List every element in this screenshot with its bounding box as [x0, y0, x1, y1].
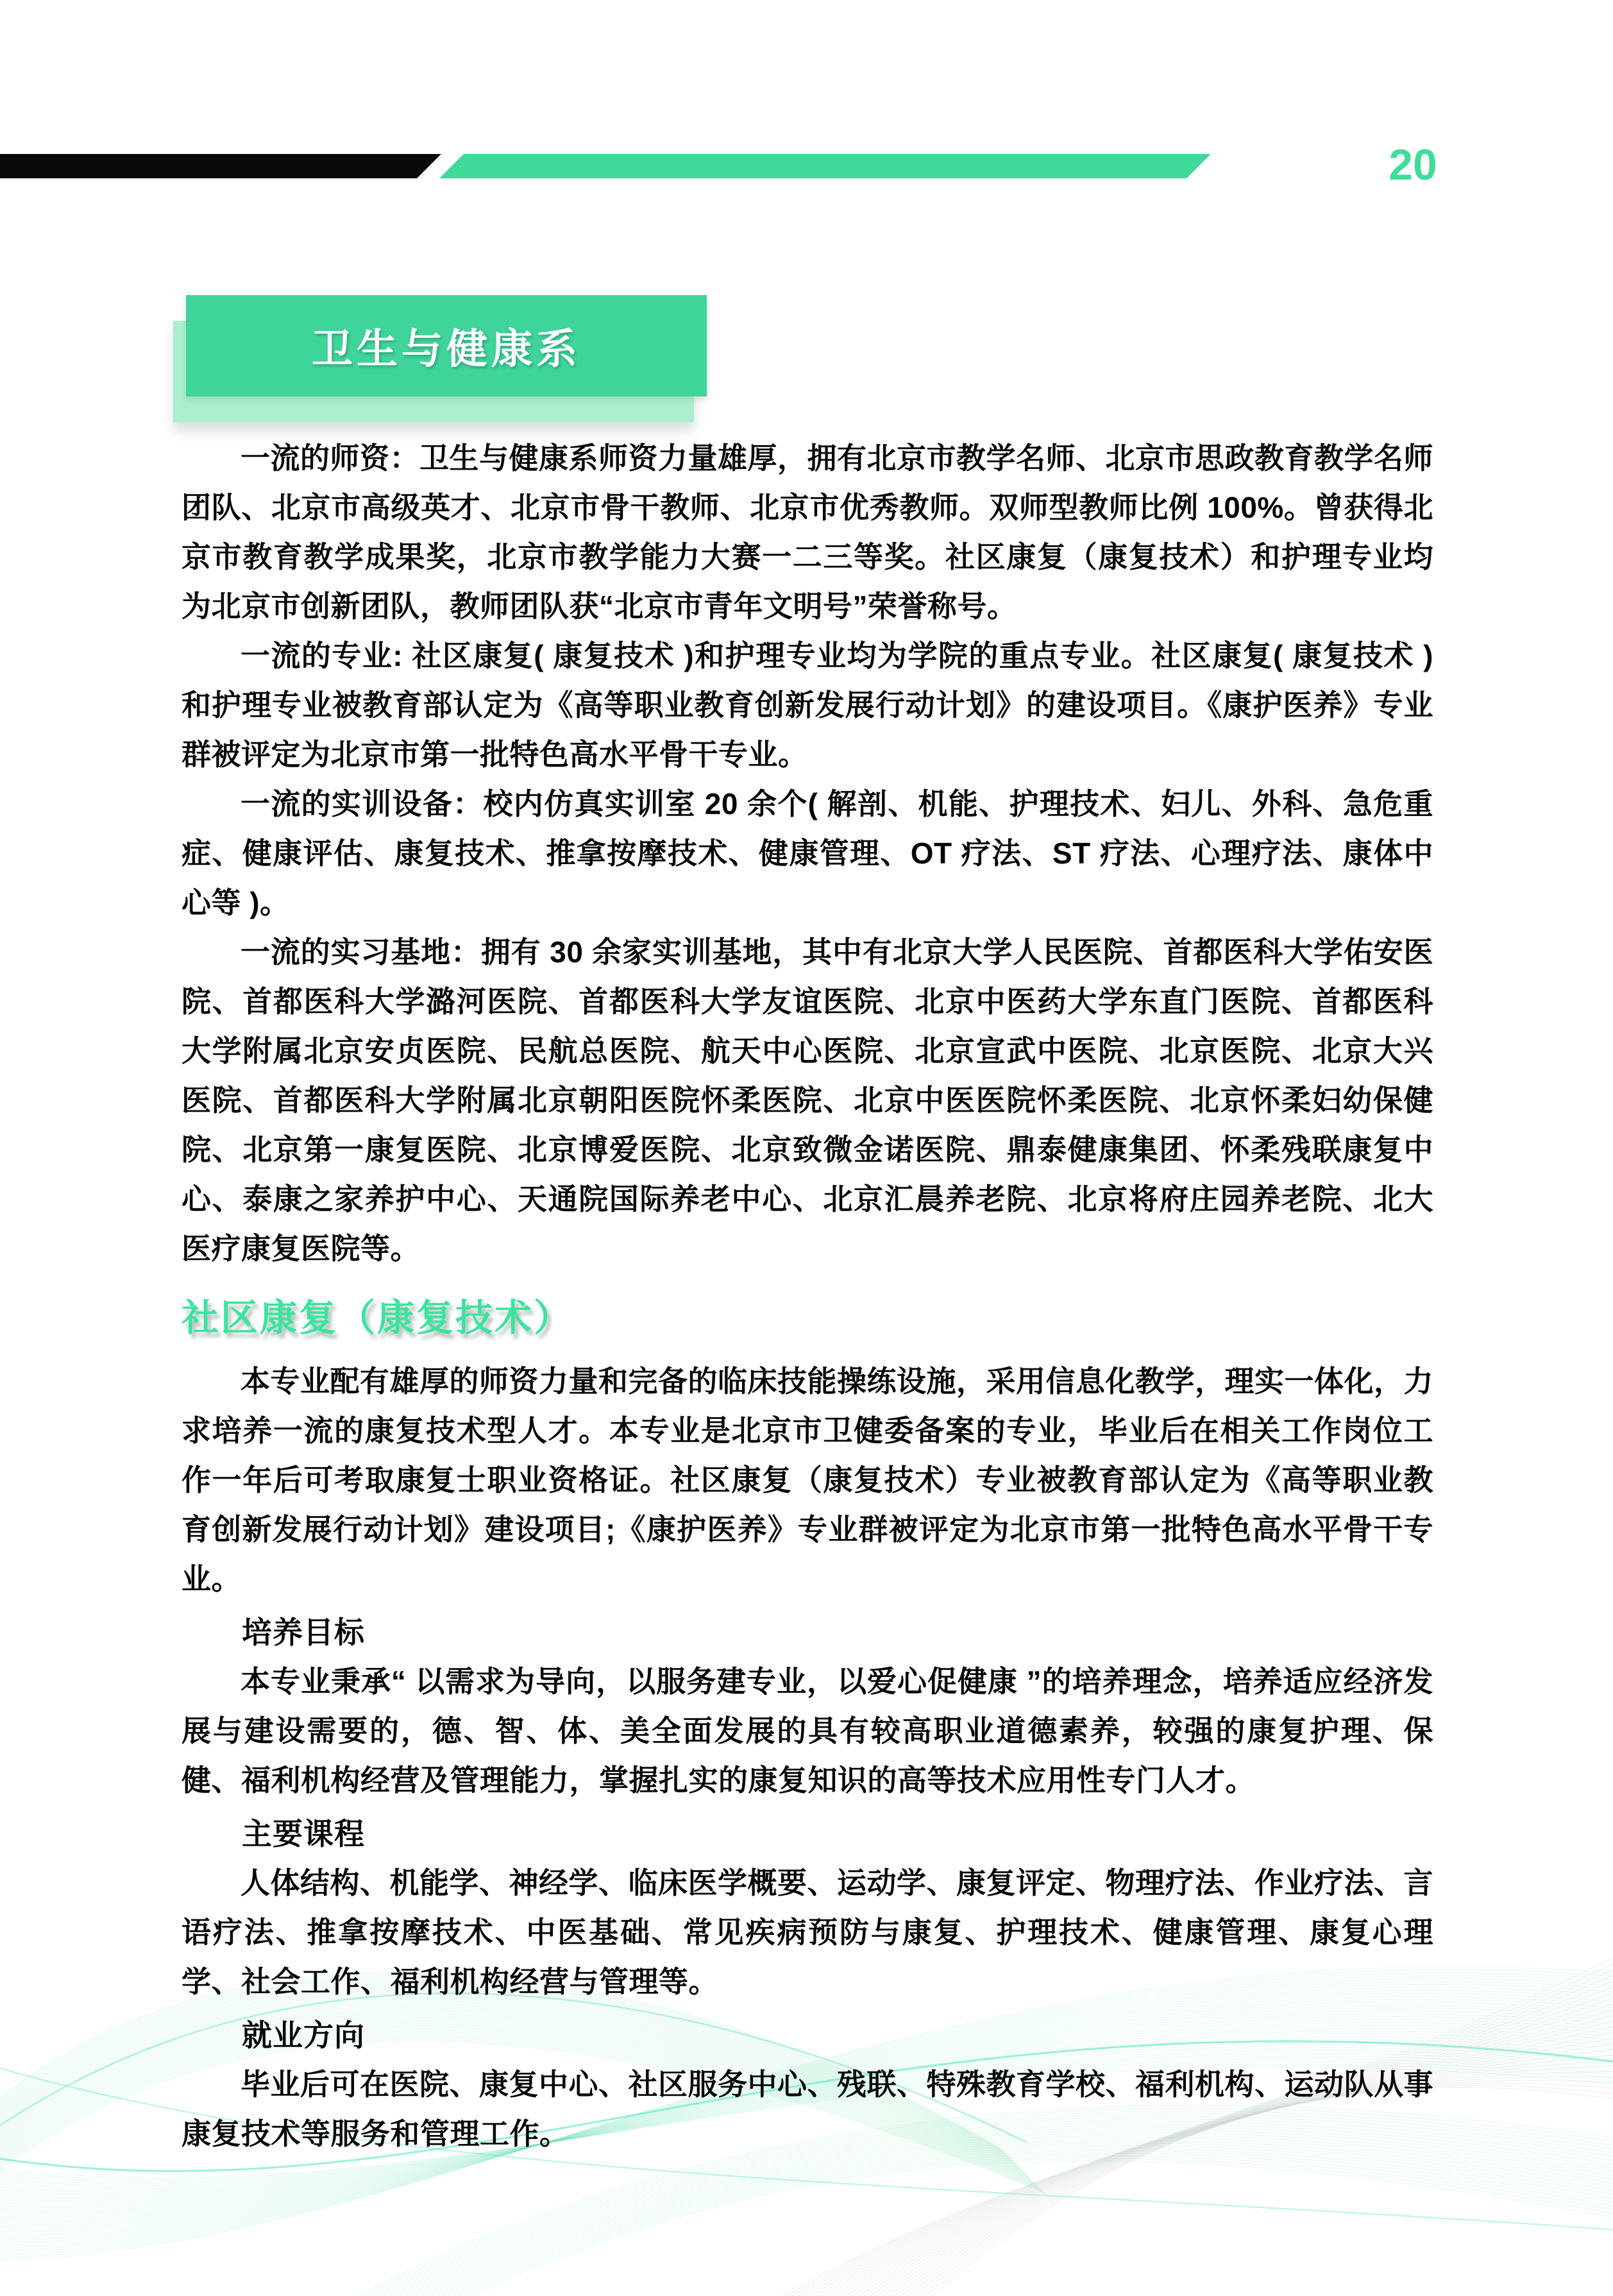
department-title: 卫生与健康系 [312, 326, 581, 372]
intro-paragraph-majors: 一流的专业: 社区康复( 康复技术 )和护理专业均为学院的重点专业。社区康复( 康复技术 )和护理专业被教育部认定为《高等职业教育创新发展行动计划》的建设项目。《康护医养》专业群被评定为北京市第一批特色高水平骨干专业。 [182, 639, 1433, 771]
top-bar-black-shape [0, 154, 441, 178]
page-number: 20 [1389, 140, 1437, 189]
title-box-main-shape [186, 295, 707, 396]
section-title-employment-direction: 就业方向 [242, 2018, 365, 2052]
section-body-main-courses: 人体结构、机能学、神经学、临床医学概要、运动学、康复评定、物理疗法、作业疗法、言语疗法、推拿按摩技术、中医基础、常见疾病预防与康复、护理技术、健康管理、康复心理学、社会工作、福利机构经营与管理等。 [182, 1866, 1433, 1998]
intro-paragraph-facilities: 一流的实训设备：校内仿真实训室 20 余个( 解剖、机能、护理技术、妇儿、外科、急危重症、健康评估、康复技术、推拿按摩技术、健康管理、OT 疗法、ST 疗法、心理疗法、康体中心等 )。 [182, 787, 1433, 919]
section-title-training-objectives: 培养目标 [242, 1615, 365, 1649]
section-body-employment-direction: 毕业后可在医院、康复中心、社区服务中心、残联、特殊教育学校、福利机构、运动队从事康复技术等服务和管理工作。 [182, 2068, 1433, 2150]
intro-paragraph-internship-bases: 一流的实习基地：拥有 30 余家实训基地，其中有北京大学人民医院、首都医科大学佑安医院、首都医科大学潞河医院、首都医科大学友谊医院、北京中医药大学东直门医院、首都医科大学附属北京安贞医院、民航总医院、航天中心医院、北京宣武中医院、北京医院、北京大兴医院、首都医科大学附属北京朝阳医院怀柔医院、北京中医医院怀柔医院、北京怀柔妇幼保健院、北京第一康复医院、北京博爱医院、北京致微金诺医院、鼎泰健康集团、怀柔残联康复中心、泰康之家养护中心、天通院国际养老中心、北京汇晨养老院、北京将府庄园养老院、北大医疗康复医院等。 [182, 935, 1433, 1265]
page-content [182, 434, 1433, 2159]
section-body-training-objectives: 本专业秉承“ 以需求为导向，以服务建专业，以爱心促健康 ”的培养理念，培养适应经济发展与建设需要的，德、智、体、美全面发展的具有较高职业道德素养，较强的康复护理、保健、福利机构经营及管理能力，掌握扎实的康复知识的高等技术应用性专门人才。 [182, 1665, 1433, 1797]
program-intro-paragraph: 本专业配有雄厚的师资力量和完备的临床技能操练设施，采用信息化教学，理实一体化，力求培养一流的康复技术型人才。本专业是北京市卫健委备案的专业，毕业后在相关工作岗位工作一年后可考取康复士职业资格证。社区康复（康复技术）专业被教育部认定为《高等职业教育创新发展行动计划》建设项目;《康护医养》专业群被评定为北京市第一批特色高水平骨干专业。 [182, 1365, 1433, 1595]
top-banner [0, 140, 1613, 189]
program-heading: 社区康复（康复技术） [182, 1297, 573, 1339]
department-title-box [173, 295, 712, 430]
section-title-main-courses: 主要课程 [242, 1817, 365, 1851]
intro-paragraph-faculty: 一流的师资：卫生与健康系师资力量雄厚，拥有北京市教学名师、北京市思政教育教学名师团队、北京市高级英才、北京市骨干教师、北京市优秀教师。双师型教师比例 100%。曾获得北京市教育教学成果奖，北京市教学能力大赛一二三等奖。社区康复（康复技术）和护理专业均为北京市创新团队，教师团队获“北京市青年文明号”荣誉称号。 [182, 441, 1433, 623]
top-bar-green-shape [439, 154, 1211, 178]
